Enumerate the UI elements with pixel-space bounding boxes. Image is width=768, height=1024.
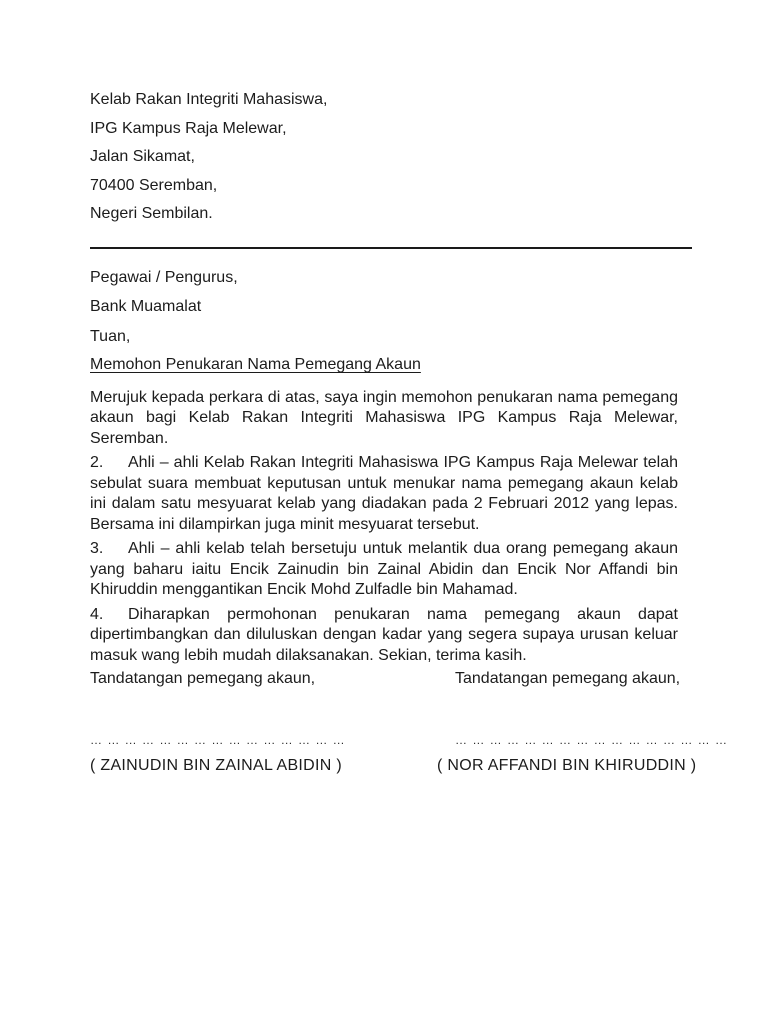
paragraph-text: Ahli – ahli Kelab Rakan Integriti Mahasiswa IPG Kampus Raja Melewar telah sebulat suara membuat keputusan untuk menukar nama pemegang akaun kelab ini dalam satu mesyuarat kelab yang diadakan pada 2 Februari 2012 yang lepas. Bersama ini dilampirkan juga minit mesyuarat tersebut. — [90, 454, 678, 533]
subject-line: Memohon Penukaran Nama Pemegang Akaun — [90, 356, 421, 373]
paragraph-text: Diharapkan permohonan penukaran nama pemegang akaun dapat dipertimbangkan dan diluluskan dengan kadar yang segera supaya urusan keluar masuk wang lebih mudah dilaksanakan. Sekian, terima kasih. — [90, 605, 678, 664]
paragraph-number: 4. — [90, 605, 104, 623]
divider-line — [90, 247, 692, 249]
signature-labels-row — [90, 670, 681, 688]
signature-dots-left: … … … … … … … … … … … … … … … — [90, 733, 346, 747]
recipient-block — [90, 268, 678, 318]
sender-address-line: Negeri Sembilan. — [90, 205, 213, 222]
signature-dots-right: … … … … … … … … … … … … … … … … — [455, 733, 729, 747]
signature-dots-row — [90, 730, 729, 750]
paragraph-3 — [90, 539, 678, 601]
signature-label-left: Tandatangan pemegang akaun, — [90, 670, 316, 687]
signature-name-right: ( NOR AFFANDI BIN KHIRUDDIN ) — [437, 757, 697, 774]
salutation: Tuan, — [90, 327, 131, 345]
paragraph-4 — [90, 605, 678, 667]
recipient-line: Pegawai / Pengurus, — [90, 268, 238, 286]
signature-names-row — [90, 757, 697, 775]
sender-address-line: 70400 Seremban, — [90, 176, 218, 194]
paragraph-number: 3. — [90, 540, 104, 557]
recipient-line: Bank Muamalat — [90, 298, 202, 315]
paragraph-1: Merujuk kepada perkara di atas, saya ingin memohon penukaran nama pemegang akaun bagi Kelab Rakan Integriti Mahasiswa IPG Kampus Raja Melewar, Seremban. — [90, 388, 678, 447]
paragraph-2 — [90, 453, 678, 535]
signature-label-right: Tandatangan pemegang akaun, — [455, 670, 681, 687]
sender-address-line: IPG Kampus Raja Melewar, — [90, 119, 287, 137]
sender-address-line: Jalan Sikamat, — [90, 148, 195, 165]
paragraph-number: 2. — [90, 454, 104, 471]
sender-address-line: Kelab Rakan Integriti Mahasiswa, — [90, 91, 328, 108]
signature-name-left: ( ZAINUDIN BIN ZAINAL ABIDIN ) — [90, 757, 342, 774]
letter-content — [90, 0, 729, 775]
paragraph-text: Ahli – ahli kelab telah bersetuju untuk melantik dua orang pemegang akaun yang baharu iaitu Encik Zainudin bin Zainal Abidin dan Encik Nor Affandi bin Khiruddin menggantikan Encik Mohd Zulfadle bin Mahamad. — [90, 540, 678, 598]
sender-address-block — [90, 90, 678, 225]
